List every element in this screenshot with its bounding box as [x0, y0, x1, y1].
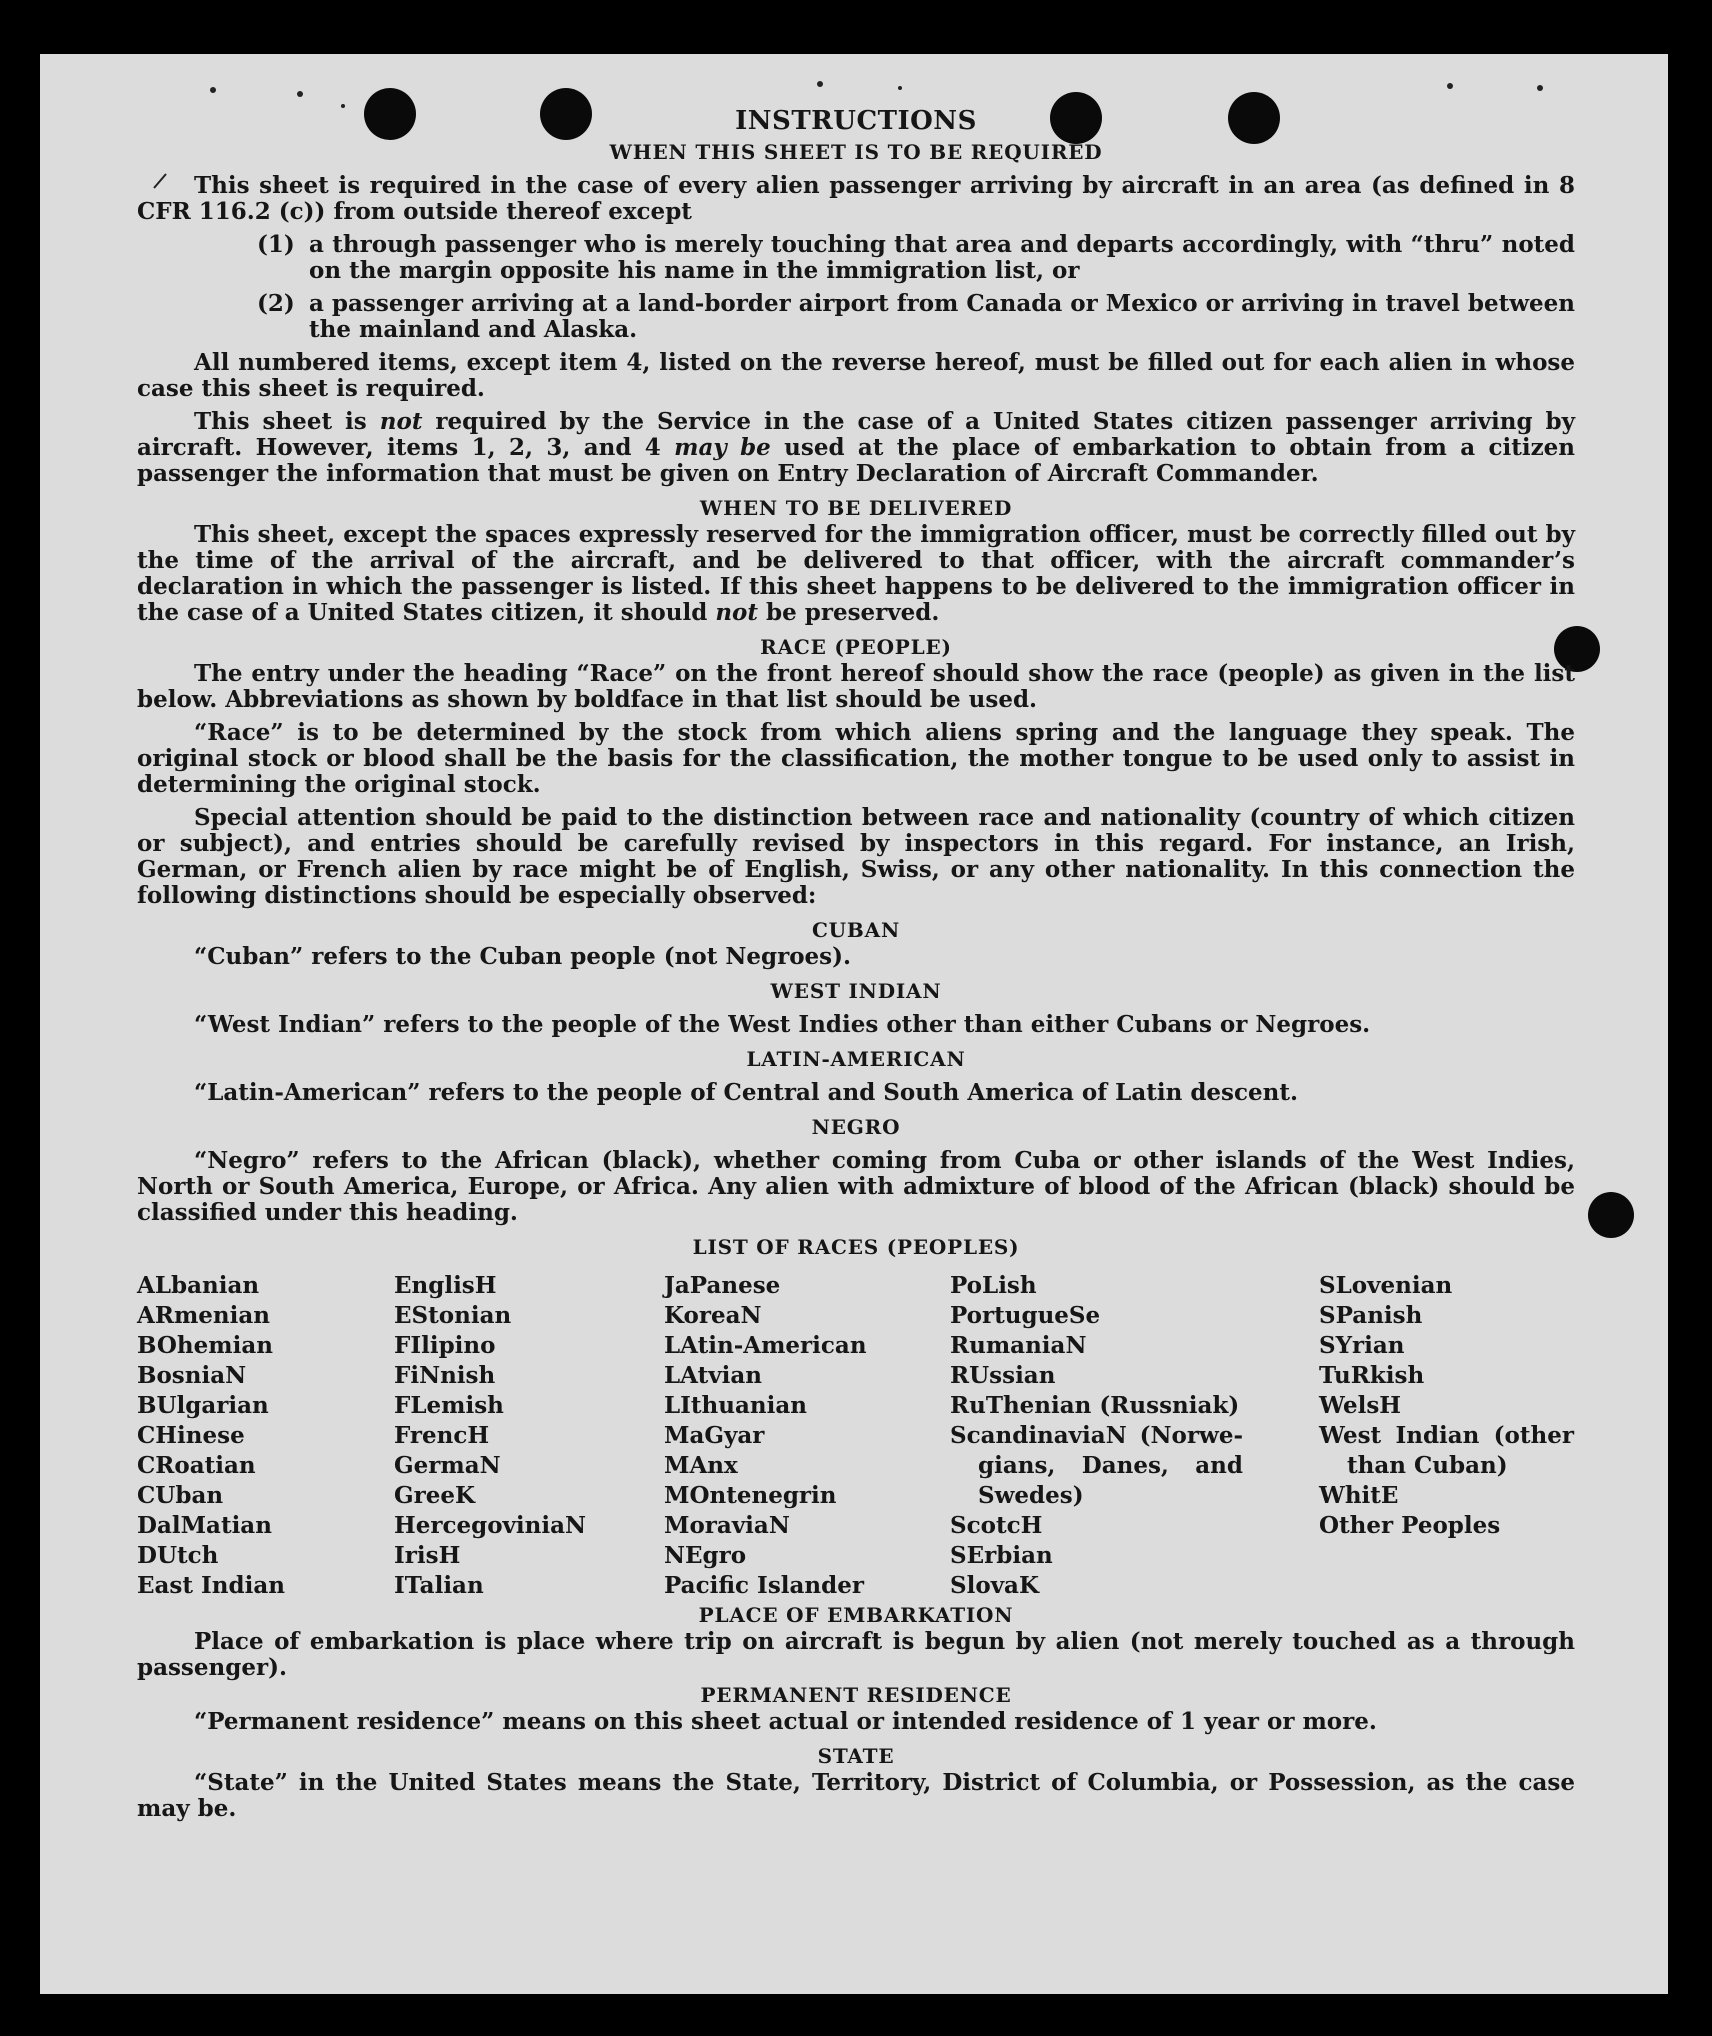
embarkation-text: Place of embarkation is place where trip on aircraft is begun by alien (not merely touched as a through passenger).	[137, 1628, 1575, 1681]
race-list-item: CUban	[137, 1482, 224, 1509]
race-column-1	[137, 1271, 394, 1601]
document-sheet	[40, 54, 1668, 1994]
section-heading-negro: NEGRO	[811, 1115, 901, 1139]
section-heading-latin-american: LATIN-AMERICAN	[746, 1047, 966, 1071]
section-heading-embarkation: PLACE OF EMBARKATION	[698, 1603, 1014, 1627]
section-heading-state: STATE	[817, 1744, 895, 1768]
section-heading-cuban: CUBAN	[811, 918, 901, 942]
race-list-item: FrencH	[394, 1422, 490, 1449]
race-list-item: MoraviaN	[664, 1512, 790, 1539]
item-number: (2)	[257, 290, 295, 317]
item-text: a through passenger who is merely touching that area and departs accordingly, with “thru” noted on the margin opposite his name in the immigration list, or	[309, 231, 1575, 284]
race-list-item: MaGyar	[664, 1422, 765, 1449]
race-list-item: RumaniaN	[950, 1332, 1087, 1359]
race-list-item: ScotcH	[950, 1512, 1043, 1539]
state-text: “State” in the United States means the State, Territory, District of Columbia, or Possession, as the case may be.	[137, 1769, 1575, 1822]
race-list-item: ScandinaviaN (Norwe-	[950, 1422, 1243, 1449]
race-list-item: PortugueSe	[950, 1302, 1101, 1329]
race-list-item: SLovenian	[1319, 1272, 1453, 1299]
section-heading-residence: PERMANENT RESIDENCE	[700, 1683, 1012, 1707]
race-list-item: MAnx	[664, 1452, 738, 1479]
race-list-item: FLemish	[394, 1392, 504, 1419]
required-paragraph-3: This sheet is not required by the Service in the case of a United States citizen passenger arriving by aircraft. However, items 1, 2, 3, and 4 may be used at the place of embarkation to obtain from a citizen passenger the information that must be given on Entry Declaration of Aircraft Commander.	[137, 408, 1576, 487]
race-list-item: NEgro	[664, 1542, 747, 1569]
negro-text: “Negro” refers to the African (black), whether coming from Cuba or other islands of the West Indies, North or South America, Europe, or Africa. Any alien with admixture of blood of the African (black) should be classified under this heading.	[137, 1147, 1575, 1226]
cuban-text: “Cuban” refers to the Cuban people (not Negroes).	[194, 943, 852, 970]
race-column-3	[664, 1271, 950, 1601]
race-list-item: FIlipino	[394, 1332, 496, 1359]
race-list	[137, 1271, 1575, 1601]
race-list-item: DalMatian	[137, 1512, 272, 1539]
section-heading-race: RACE (PEOPLE)	[760, 635, 952, 659]
latin-american-text: “Latin-American” refers to the people of Central and South America of Latin descent.	[194, 1079, 1298, 1106]
required-paragraph-2: All numbered items, except item 4, listed on the reverse hereof, must be filled out for each alien in whose case this sheet is required.	[137, 349, 1575, 402]
race-column-4	[950, 1271, 1243, 1601]
race-list-item: EStonian	[394, 1302, 512, 1329]
race-list-item: KoreaN	[664, 1302, 762, 1329]
race-list-item: FiNnish	[394, 1362, 496, 1389]
race-list-item: gians, Danes, and	[978, 1452, 1243, 1479]
race-list-item: SYrian	[1319, 1332, 1405, 1359]
race-list-item: Pacific Islander	[664, 1572, 864, 1599]
race-list-item: WelsH	[1319, 1392, 1402, 1419]
delivered-paragraph: This sheet, except the spaces expressly reserved for the immigration officer, must be correctly filled out by the time of the arrival of the aircraft, and be delivered to that officer, with the aircraft commander’s declaration in which the passenger is listed. If this sheet happens to be delivered to the immigration officer in the case of a United States citizen, it should not be preserved.	[137, 521, 1575, 626]
race-list-item: SlovaK	[950, 1572, 1039, 1599]
race-list-item: BosniaN	[137, 1362, 247, 1389]
race-list-item: WhitE	[1319, 1482, 1399, 1509]
race-list-item: LIthuanian	[664, 1392, 807, 1419]
race-list-item: SPanish	[1319, 1302, 1423, 1329]
race-list-item: LAtvian	[664, 1362, 762, 1389]
race-paragraph-2: “Race” is to be determined by the stock from which aliens spring and the language they speak. The original stock or blood shall be the basis for the classification, the mother tongue to be used only to assist in determining the original stock.	[137, 719, 1575, 798]
race-list-item: GermaN	[394, 1452, 501, 1479]
race-list-item: SErbian	[950, 1542, 1053, 1569]
race-list-item: BUlgarian	[137, 1392, 269, 1419]
race-list-item: West Indian (other	[1319, 1422, 1574, 1449]
race-list-item: MOntenegrin	[664, 1482, 837, 1509]
race-list-item: Swedes)	[978, 1482, 1084, 1509]
race-list-item: ITalian	[394, 1572, 484, 1599]
page-title: INSTRUCTIONS	[735, 106, 977, 136]
exception-item-2	[257, 291, 1575, 343]
race-list-item: HercegoviniaN	[394, 1512, 587, 1539]
punch-hole	[1588, 1192, 1634, 1238]
race-list-item: BOhemian	[137, 1332, 273, 1359]
race-list-item: GreeK	[394, 1482, 476, 1509]
section-heading-list: LIST OF RACES (PEOPLES)	[692, 1235, 1020, 1259]
section-heading-required: WHEN THIS SHEET IS TO BE REQUIRED	[609, 140, 1103, 164]
item-number: (1)	[257, 231, 295, 258]
race-list-item: EnglisH	[394, 1272, 497, 1299]
section-heading-west-indian: WEST INDIAN	[770, 979, 942, 1003]
exception-item-1	[257, 232, 1575, 284]
race-column-2	[394, 1271, 664, 1601]
race-list-item: East Indian	[137, 1572, 285, 1599]
race-list-item: RuThenian (Russniak)	[950, 1392, 1240, 1419]
race-list-item: PoLish	[950, 1272, 1037, 1299]
race-paragraph-3: Special attention should be paid to the distinction between race and nationality (country of which citizen or subject), and entries should be carefully revised by inspectors in this regard. For instance, an Irish, German, or French alien by race might be of English, Swiss, or any other nationality. In this connection the following distinctions should be especially observed:	[137, 804, 1575, 909]
instructions-text	[137, 104, 1575, 1822]
race-paragraph-1: The entry under the heading “Race” on the front hereof should show the race (people) as given in the list below. Abbreviations as shown by boldface in that list should be used.	[137, 660, 1575, 713]
race-list-item: TuRkish	[1319, 1362, 1425, 1389]
race-list-item: CRoatian	[137, 1452, 256, 1479]
race-list-item: RUssian	[950, 1362, 1056, 1389]
item-text: a passenger arriving at a land-border airport from Canada or Mexico or arriving in travel between the mainland and Alaska.	[309, 290, 1575, 343]
race-list-item: CHinese	[137, 1422, 245, 1449]
race-list-item: LAtin-American	[664, 1332, 867, 1359]
race-list-item: ARmenian	[137, 1302, 271, 1329]
race-list-item: than Cuban)	[1347, 1452, 1508, 1479]
section-heading-delivered: WHEN TO BE DELIVERED	[699, 496, 1013, 520]
required-paragraph-1: This sheet is required in the case of every alien passenger arriving by aircraft in an area (as defined in 8 CFR 116.2 (c)) from outside thereof except	[137, 172, 1575, 225]
race-list-item: ALbanian	[137, 1272, 260, 1299]
west-indian-text: “West Indian” refers to the people of the West Indies other than either Cubans or Negroes.	[194, 1011, 1371, 1038]
race-list-item: JaPanese	[664, 1272, 781, 1299]
race-list-item: IrisH	[394, 1542, 461, 1569]
residence-text: “Permanent residence” means on this sheet actual or intended residence of 1 year or more.	[194, 1708, 1377, 1735]
race-list-item: DUtch	[137, 1542, 219, 1569]
race-list-item: Other Peoples	[1319, 1512, 1501, 1539]
race-column-5	[1319, 1271, 1574, 1601]
